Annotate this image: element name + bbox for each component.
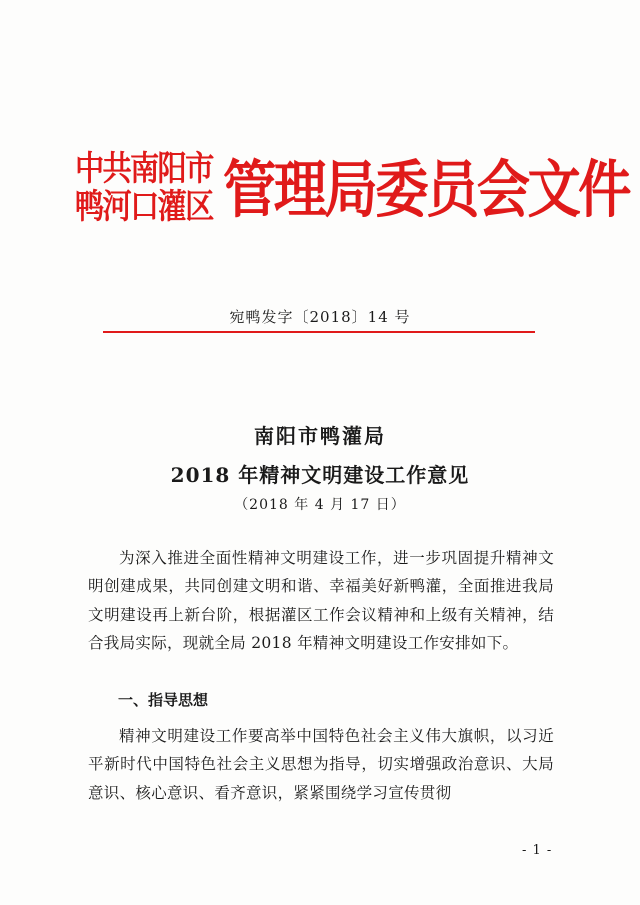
paragraph-intro: 为深入推进全面性精神文明建设工作，进一步巩固提升精神文明创建成果，共同创建文明和谐、幸福美好新鸭灌，全面推进我局文明建设再上新台阶，根据灌区工作会议精神和上级有关精神，结合我局实际，现就全局 2018 年精神文明建设工作安排如下。 [88, 549, 554, 652]
header-organization [75, 150, 225, 226]
red-divider-line [103, 331, 535, 333]
document-title-line2: 2018 年精神文明建设工作意见 [170, 463, 470, 487]
page-number: - 1 - [522, 843, 553, 858]
section-heading: 一、指导思想 [118, 691, 209, 709]
header-org-line2: 鸭河口灌区 [75, 187, 213, 227]
document-number: 宛鸭发字〔2018〕14 号 [229, 308, 411, 326]
document-title-line1: 南阳市鸭灌局 [254, 424, 386, 448]
document-date: （2018 年 4 月 17 日） [234, 497, 406, 513]
header-title: 管理局委员会文件 [223, 153, 629, 226]
red-header [75, 149, 629, 250]
header-org-line1: 中共南阳市 [75, 149, 213, 189]
paragraph-guiding-ideology: 精神文明建设工作要高举中国特色社会主义伟大旗帜，以习近平新时代中国特色社会主义思想为指导，切实增强政治意识、大局意识、核心意识、看齐意识，紧紧围绕学习宣传贯彻 [88, 727, 554, 802]
